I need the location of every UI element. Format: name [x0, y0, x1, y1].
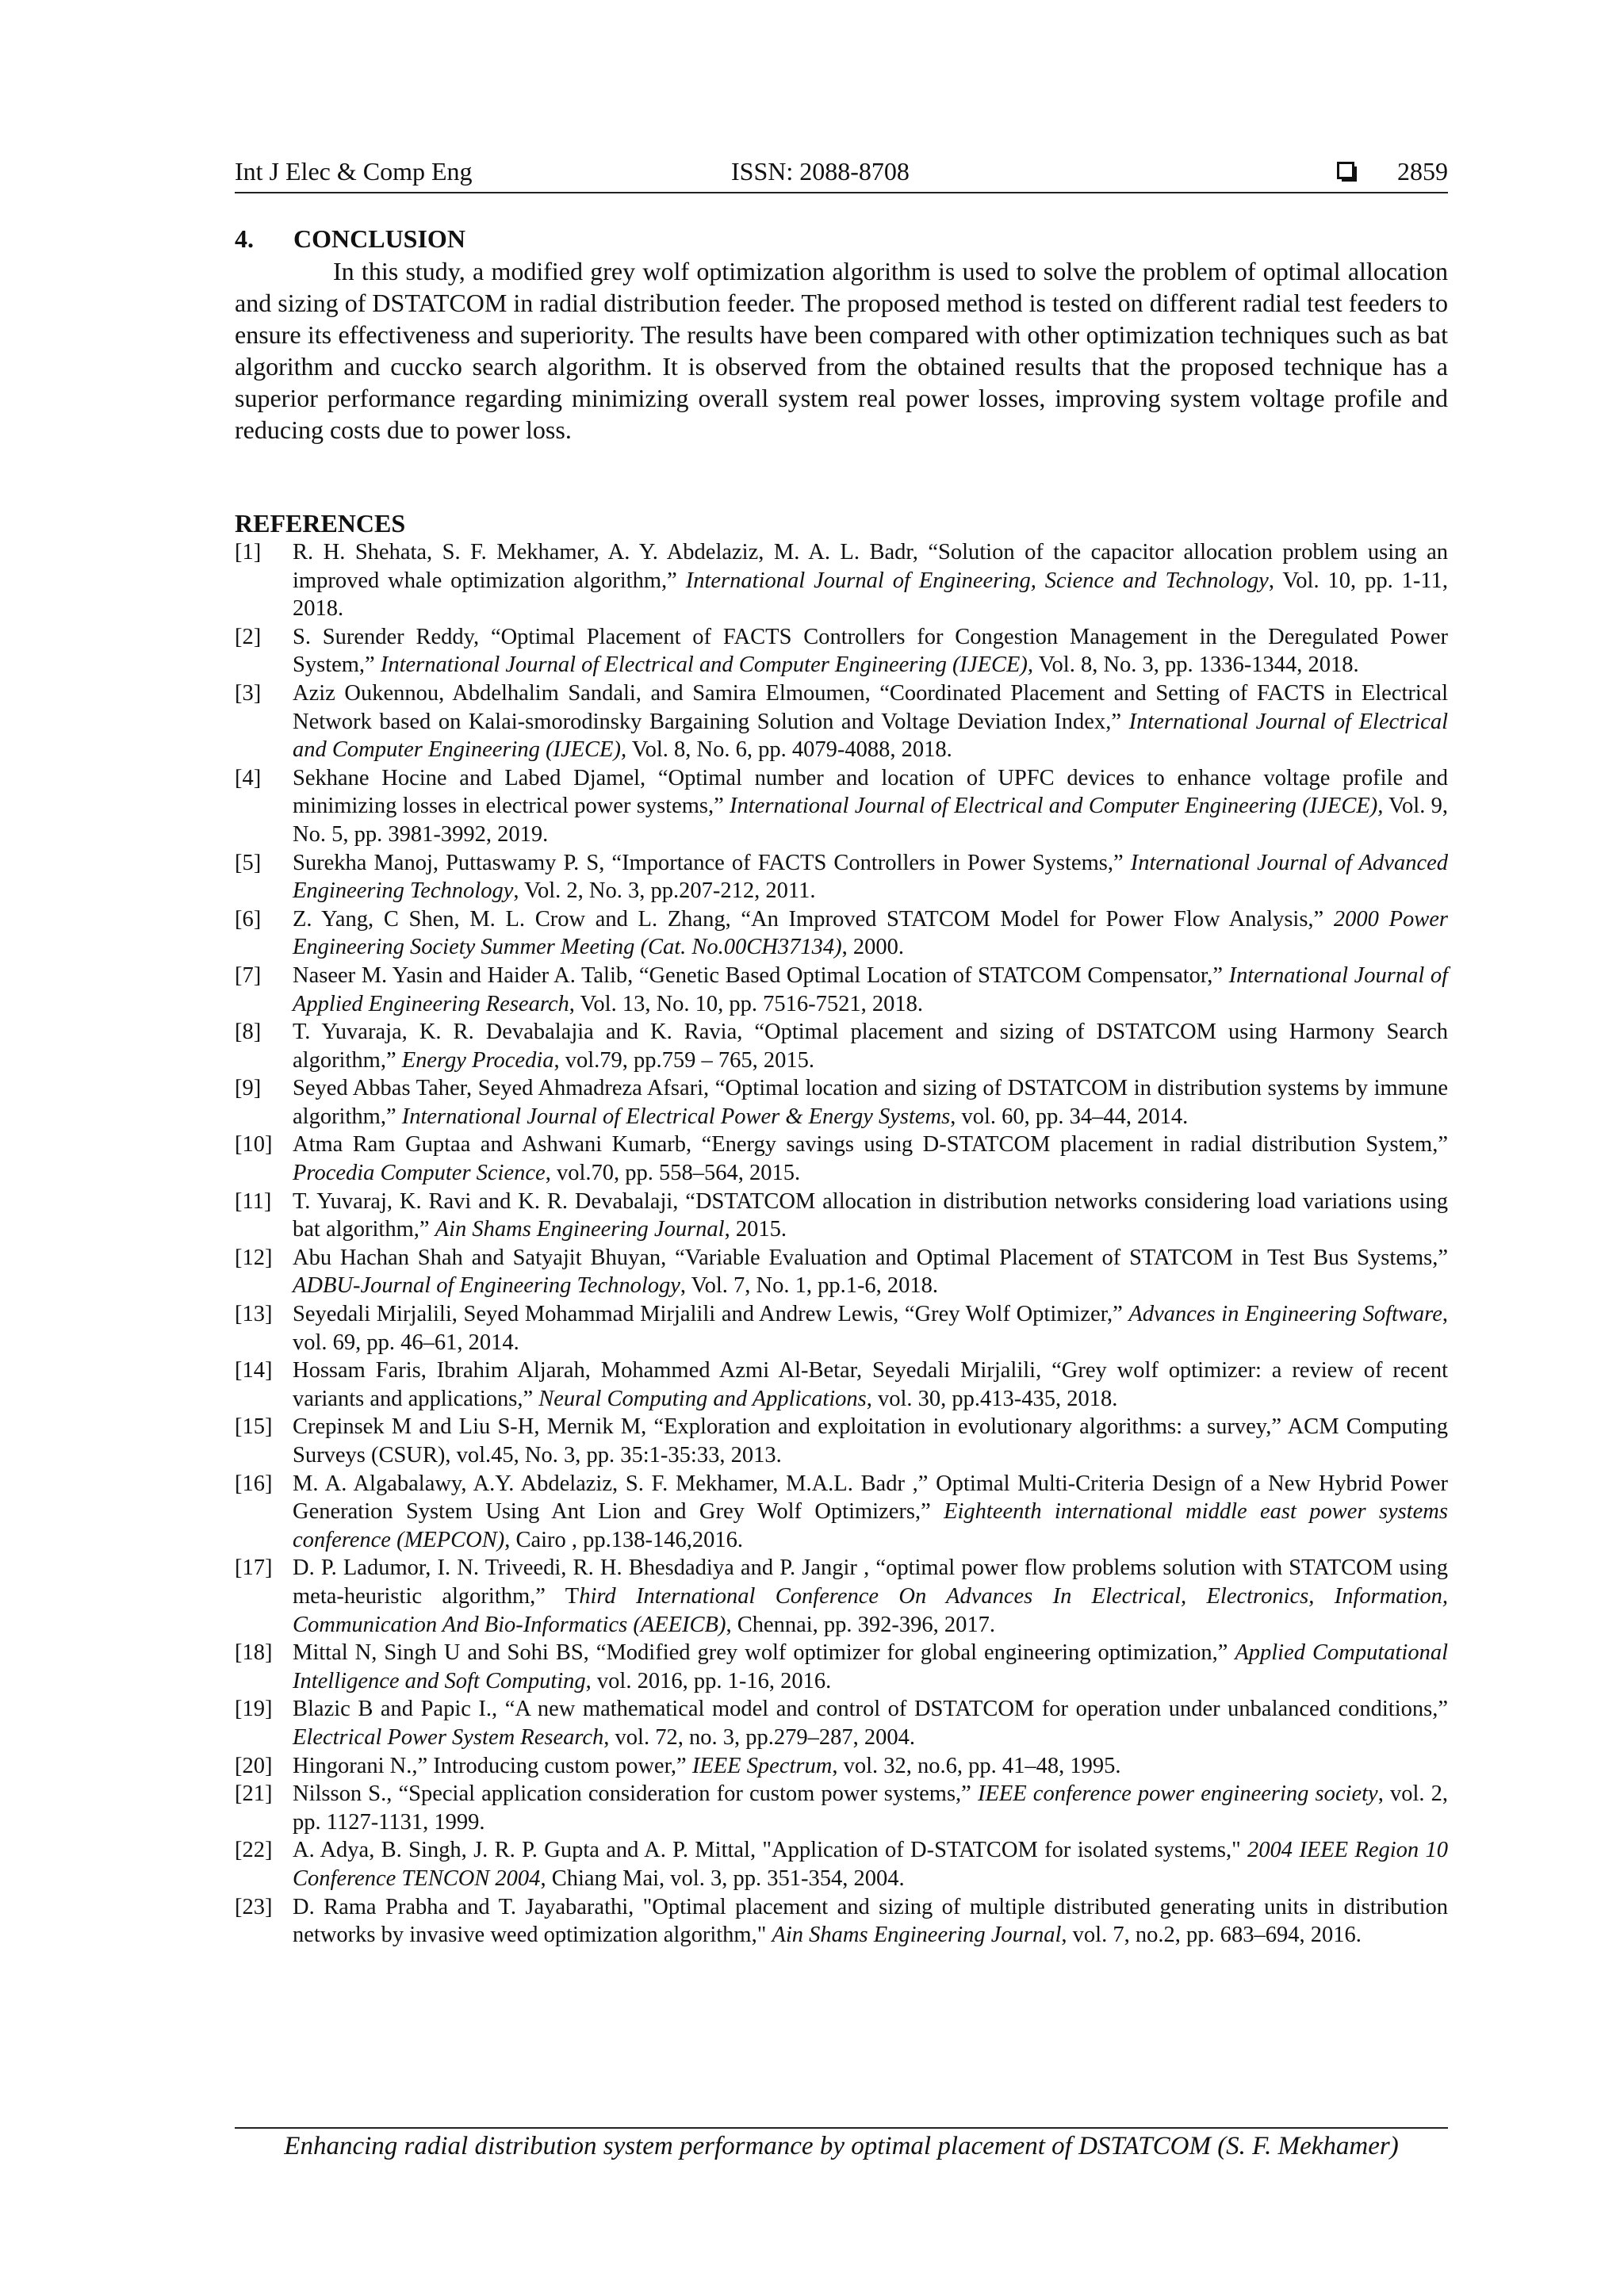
reference-item: [235, 1639, 1448, 1695]
reference-details: , vol. 60, pp. 34–44, 2014.: [950, 1104, 1189, 1129]
reference-item: [235, 1752, 1448, 1781]
reference-number: [16]: [235, 1471, 273, 1496]
reference-number: [3]: [235, 680, 262, 706]
reference-number: [9]: [235, 1076, 262, 1101]
reference-details: , vol. 72, no. 3, pp.279–287, 2004.: [603, 1724, 915, 1750]
reference-text: Atma Ram Guptaa and Ashwani Kumarb, “Energy savings using D-STATCOM placement in radial distribution System,”: [293, 1132, 1448, 1158]
reference-source: Neural Computing and Applications: [538, 1386, 867, 1411]
reference-source: Advances in Engineering Software: [1128, 1302, 1442, 1327]
reference-text: D. P. Ladumor, I. N. Triveedi, R. H. Bhesdadiya and P. Jangir , “optimal power flow problems solution with STATCOM using meta-heuristic algorithm,” T: [293, 1556, 1448, 1609]
reference-source: IEEE conference power engineering society: [977, 1781, 1378, 1807]
reference-details: , vol. 7, no.2, pp. 683–694, 2016.: [1061, 1923, 1362, 1948]
reference-text: Hingorani N.,” Introducing custom power,”: [293, 1753, 692, 1778]
page-header: [235, 155, 1448, 193]
reference-list: [235, 538, 1448, 1950]
reference-item: [235, 1836, 1448, 1892]
reference-text: Nilsson S., “Special application consideration for custom power systems,”: [293, 1781, 978, 1807]
reference-text: Crepinsek M and Liu S-H, Mernik M, “Exploration and exploitation in evolutionary algorithms: a survey,” ACM Computing Surveys (CSUR), vol.45, No. 3, pp. 35:1-35:33, 2013.: [293, 1414, 1448, 1468]
reference-details: , vol. 2016, pp. 1-16, 2016.: [585, 1668, 832, 1693]
reference-number: [5]: [235, 850, 262, 875]
reference-details: Vol. 8, No. 6, pp. 4079-4088, 2018.: [626, 737, 952, 763]
reference-details: , vol. 69, pp. 46–61, 2014.: [293, 1302, 1448, 1355]
reference-number: [2]: [235, 624, 262, 649]
reference-item: [235, 623, 1448, 679]
reference-details: , 2000.: [841, 935, 904, 960]
reference-source: Electrical Power System Research: [293, 1724, 604, 1750]
reference-details: Vol. 8, No. 3, pp. 1336-1344, 2018.: [1033, 652, 1359, 678]
reference-text: Abu Hachan Shah and Satyajit Bhuyan, “Variable Evaluation and Optimal Placement of STATCOM in Test Bus Systems,”: [293, 1245, 1448, 1270]
section-heading: [235, 224, 465, 254]
reference-item: [235, 1188, 1448, 1244]
reference-item: [235, 905, 1448, 962]
reference-source: 2004 IEEE Region 10 Conference TENCON 2004: [293, 1838, 1448, 1891]
reference-source: Ain Shams Engineering Journal: [772, 1923, 1062, 1948]
reference-source: Energy Procedia: [401, 1047, 554, 1073]
reference-details: , vol.70, pp. 558–564, 2015.: [545, 1161, 801, 1186]
reference-item: [235, 679, 1448, 764]
reference-details: , Vol. 7, No. 1, pp.1-6, 2018.: [680, 1273, 939, 1299]
reference-details: , Vol. 13, No. 10, pp. 7516-7521, 2018.: [569, 991, 924, 1016]
reference-details: , Chiang Mai, vol. 3, pp. 351-354, 2004.: [540, 1866, 905, 1891]
reference-item: [235, 1554, 1448, 1639]
reference-source: 2000 Power Engineering Society Summer Meeting (Cat. No.00CH37134): [293, 906, 1448, 960]
reference-number: [14]: [235, 1358, 273, 1383]
reference-text: Seyedali Mirjalili, Seyed Mohammad Mirjalili and Andrew Lewis, “Grey Wolf Optimizer,”: [293, 1302, 1129, 1327]
reference-text: D. Rama Prabha and T. Jayabarathi, "Optimal placement and sizing of multiple distributed generating units in distribution networks by invasive weed optimization algorithm,": [293, 1894, 1448, 1948]
reference-source: International Journal of Electrical Power & Energy Systems: [401, 1104, 951, 1129]
reference-source: International Journal of Electrical and Computer Engineering (IJECE),: [293, 709, 1448, 763]
reference-source: Eighteenth international middle east power systems conference (MEPCON): [293, 1499, 1448, 1552]
reference-item: [235, 1244, 1448, 1300]
reference-number: [22]: [235, 1838, 273, 1863]
reference-details: , Chennai, pp. 392-396, 2017.: [726, 1612, 996, 1637]
reference-item: [235, 1695, 1448, 1751]
reference-item: [235, 1780, 1448, 1836]
reference-details: , Vol. 10, pp. 1-11, 2018.: [293, 568, 1448, 622]
reference-source: International Journal of Electrical and Computer Engineering (IJECE),: [380, 652, 1034, 678]
reference-text: Surekha Manoj, Puttaswamy P. S, “Importance of FACTS Controllers in Power Systems,”: [293, 850, 1131, 875]
reference-number: [19]: [235, 1697, 273, 1722]
reference-details: , vol. 2, pp. 1127-1131, 1999.: [293, 1781, 1449, 1835]
reference-text: T. Yuvaraja, K. R. Devabalajia and K. Ravia, “Optimal placement and sizing of DSTATCOM using Harmony Search algorithm,”: [293, 1020, 1448, 1073]
reference-item: [235, 962, 1448, 1018]
reference-item: [235, 1131, 1448, 1187]
reference-text: Aziz Oukennou, Abdelhalim Sandali, and Samira Elmoumen, “Coordinated Placement and Setting of FACTS in Electrical Network based on Kalai-smorodinsky Bargaining Solution and Voltage Deviation Index,”: [293, 680, 1448, 734]
reference-number: [13]: [235, 1302, 273, 1327]
reference-text: Z. Yang, C Shen, M. L. Crow and L. Zhang, “An Improved STATCOM Model for Power Flow Analysis,”: [293, 906, 1334, 932]
reference-source: International Journal of Applied Engineering Research: [293, 962, 1448, 1016]
reference-number: [17]: [235, 1556, 273, 1581]
reference-item: [235, 849, 1448, 905]
reference-details: , vol. 32, no.6, pp. 41–48, 1995.: [832, 1753, 1121, 1778]
reference-source: International Journal of Electrical and Computer Engineering (IJECE),: [730, 794, 1384, 819]
reference-text: A. Adya, B. Singh, J. R. P. Gupta and A. P. Mittal, "Application of D-STATCOM for isolated systems,": [293, 1838, 1248, 1863]
reference-number: [10]: [235, 1132, 273, 1158]
reference-source: hird International Conference On Advances In Electrical, Electronics, Information, Communication And Bio-Informatics (AEEICB): [293, 1583, 1448, 1637]
reference-source: ADBU-Journal of Engineering Technology: [293, 1273, 680, 1299]
conclusion-paragraph: In this study, a modified grey wolf optimization algorithm is used to solve the problem of optimal allocation and sizing of DSTATCOM in radial distribution feeder. The proposed method is tested on different radial test feeders to ensure its effectiveness and superiority. The results have been compared with other optimization techniques such as bat algorithm and cuccko search algorithm. It is observed from the obtained results that the proposed technique has a superior performance regarding minimizing overall system real power losses, improving system voltage profile and reducing costs due to power loss.: [235, 257, 1448, 444]
reference-item: [235, 1018, 1448, 1074]
reference-details: , vol.79, pp.759 – 765, 2015.: [553, 1047, 815, 1073]
reference-item: [235, 1357, 1448, 1413]
reference-details: , Cairo , pp.138-146,2016.: [504, 1527, 744, 1552]
reference-number: [7]: [235, 962, 262, 988]
reference-number: [18]: [235, 1640, 273, 1666]
reference-details: , vol. 30, pp.413-435, 2018.: [866, 1386, 1118, 1411]
reference-item: [235, 1074, 1448, 1131]
reference-number: [8]: [235, 1020, 262, 1045]
reference-number: [12]: [235, 1245, 273, 1270]
journal-name: Int J Elec & Comp Eng: [235, 157, 473, 186]
references-heading: REFERENCES: [235, 509, 406, 538]
reference-text: R. H. Shehata, S. F. Mekhamer, A. Y. Abdelaziz, M. A. L. Badr, “Solution of the capacitor allocation problem using an improved whale optimization algorithm,”: [293, 540, 1448, 593]
reference-number: [20]: [235, 1753, 273, 1778]
section-title: CONCLUSION: [293, 224, 465, 253]
reference-number: [21]: [235, 1781, 273, 1807]
reference-text: Blazic B and Papic I., “A new mathematical model and control of DSTATCOM for operation under unbalanced conditions,”: [293, 1697, 1448, 1722]
reference-source: International Journal of Engineering, Science and Technology: [685, 568, 1269, 593]
reference-source: International Journal of Advanced Engineering Technology: [293, 850, 1448, 904]
reference-text: Hossam Faris, Ibrahim Aljarah, Mohammed Azmi Al-Betar, Seyedali Mirjalili, “Grey wolf optimizer: a review of recent variants and applications,”: [293, 1358, 1448, 1411]
square-box-icon: [1337, 162, 1354, 179]
reference-item: [235, 538, 1448, 623]
reference-item: [235, 1470, 1448, 1555]
reference-text: T. Yuvaraj, K. Ravi and K. R. Devabalaji, “DSTATCOM allocation in distribution networks considering load variations using bat algorithm,”: [293, 1188, 1448, 1242]
reference-number: [15]: [235, 1414, 273, 1440]
reference-text: M. A. Algabalawy, A.Y. Abdelaziz, S. F. Mekhamer, M.A.L. Badr ,” Optimal Multi-Criteria Design of a New Hybrid Power Generation System Using Ant Lion and Grey Wolf Optimizers,”: [293, 1471, 1448, 1525]
issn: ISSN: 2088-8708: [731, 157, 910, 186]
section-number: 4.: [235, 224, 254, 253]
reference-source: IEEE Spectrum: [691, 1753, 833, 1778]
reference-number: [6]: [235, 906, 262, 932]
reference-details: Vol. 9, No. 5, pp. 3981-3992, 2019.: [293, 794, 1448, 847]
reference-number: [1]: [235, 540, 262, 564]
reference-text: Seyed Abbas Taher, Seyed Ahmadreza Afsari, “Optimal location and sizing of DSTATCOM in distribution systems by immune algorithm,”: [293, 1076, 1448, 1129]
reference-text: Naseer M. Yasin and Haider A. Talib, “Genetic Based Optimal Location of STATCOM Compensator,”: [293, 962, 1229, 988]
reference-item: [235, 1300, 1448, 1357]
reference-details: , Vol. 2, No. 3, pp.207-212, 2011.: [513, 878, 816, 904]
reference-item: [235, 1893, 1448, 1950]
page-footer: Enhancing radial distribution system performance by optimal placement of DSTATCOM (S. F. Mekhamer): [235, 2127, 1448, 2161]
reference-number: [11]: [235, 1188, 272, 1214]
page-number: 2859: [1397, 157, 1448, 186]
reference-number: [4]: [235, 765, 262, 790]
reference-details: , 2015.: [724, 1217, 787, 1242]
reference-source: Ain Shams Engineering Journal: [435, 1217, 725, 1242]
reference-source: Applied Computational Intelligence and Soft Computing: [293, 1640, 1448, 1693]
reference-source: Procedia Computer Science: [293, 1161, 546, 1186]
reference-item: [235, 764, 1448, 849]
reference-text: Sekhane Hocine and Labed Djamel, “Optimal number and location of UPFC devices to enhance voltage profile and minimizing losses in electrical power systems,”: [293, 765, 1448, 819]
reference-text: Mittal N, Singh U and Sohi BS, “Modified grey wolf optimizer for global engineering optimization,”: [293, 1640, 1235, 1666]
reference-text: S. Surender Reddy, “Optimal Placement of FACTS Controllers for Congestion Management in the Deregulated Power System,”: [293, 624, 1448, 678]
reference-item: [235, 1413, 1448, 1469]
reference-number: [23]: [235, 1894, 273, 1919]
